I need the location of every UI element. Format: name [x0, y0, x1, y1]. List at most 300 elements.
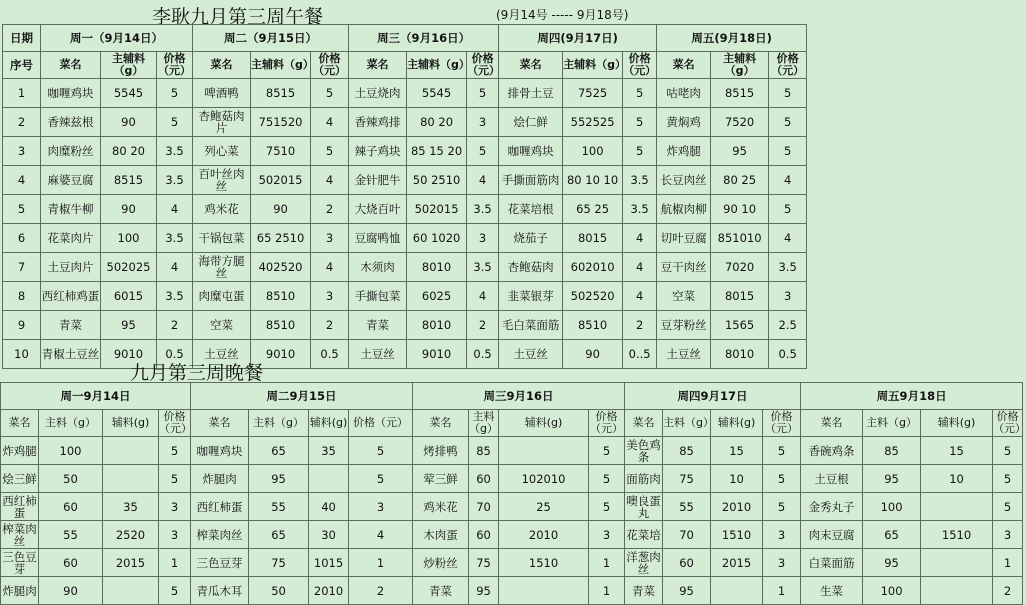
ingredient-cell: 8515: [251, 79, 311, 108]
ingredient-cell: 90: [101, 195, 157, 224]
seq-cell: 7: [3, 253, 41, 282]
price-cell: 3: [763, 521, 801, 549]
price-cell: 2: [311, 311, 349, 340]
table-row: [3, 79, 807, 108]
table-row: [1, 521, 1023, 549]
lunch-column-header: 主辅料（g）: [407, 52, 467, 79]
side-ingredient-cell: [921, 577, 993, 605]
side-ingredient-cell: [103, 437, 159, 465]
ingredient-cell: 8015: [563, 224, 623, 253]
dish-cell: 啤酒鸭: [193, 79, 251, 108]
ingredient-cell: 6015: [101, 282, 157, 311]
lunch-column-header: 主辅料（g）: [563, 52, 623, 79]
table-row: [3, 253, 807, 282]
dish-cell: 手撕包菜: [349, 282, 407, 311]
ingredient-cell: 8015: [711, 282, 769, 311]
ingredient-cell: 502520: [563, 282, 623, 311]
lunch-day-header: 周二（9月15日）: [193, 25, 349, 52]
dish-cell: 切叶豆腐: [657, 224, 711, 253]
side-ingredient-cell: [103, 577, 159, 605]
main-ingredient-cell: 75: [249, 549, 309, 577]
dinner-column-header: 主料（g）: [249, 410, 309, 437]
lunch-day-header: 周四(9月17日): [499, 25, 657, 52]
price-cell: 5: [763, 493, 801, 521]
seq-cell: 1: [3, 79, 41, 108]
side-ingredient-cell: [499, 437, 589, 465]
main-ingredient-cell: 60: [469, 465, 499, 493]
lunch-column-header: 主辅料（g）: [251, 52, 311, 79]
price-cell: 5: [349, 465, 413, 493]
dish-cell: 土豆烧肉: [349, 79, 407, 108]
price-cell: 5: [589, 493, 625, 521]
dinner-column-header: 主料（g）: [663, 410, 711, 437]
dinner-body: [1, 383, 1026, 605]
dinner-column-header: 价格（元）: [590, 410, 624, 435]
dinner-column-header: 辅料(g): [921, 410, 993, 437]
main-ingredient-cell: 85: [863, 437, 921, 465]
side-ingredient-cell: 40: [309, 493, 349, 521]
price-cell: 4: [467, 166, 499, 195]
lunch-day-row: [3, 25, 807, 52]
dinner-column-header: 菜名: [413, 410, 469, 437]
side-ingredient-cell: 2520: [103, 521, 159, 549]
main-ingredient-cell: 60: [39, 549, 103, 577]
price-cell: 3.5: [623, 195, 657, 224]
main-ingredient-cell: 75: [469, 549, 499, 577]
dish-cell: 香辣兹根: [41, 108, 101, 137]
price-cell: 0..5: [623, 340, 657, 369]
dish-cell: 土豆丝: [349, 340, 407, 369]
dish-cell: 航椒肉柳: [657, 195, 711, 224]
dish-cell: 三色豆芽: [191, 549, 249, 577]
seq-cell: 5: [3, 195, 41, 224]
price-cell: 3: [311, 224, 349, 253]
lunch-body: [3, 25, 807, 369]
dish-cell: 豆干肉丝: [657, 253, 711, 282]
dish-cell: 西红柿蛋: [191, 493, 249, 521]
dish-cell: 烧茄子: [499, 224, 563, 253]
dinner-column-header: 辅料(g): [103, 410, 159, 437]
lunch-column-header: 价格（元）: [311, 52, 349, 79]
main-ingredient-cell: 60: [39, 493, 103, 521]
dish-cell: 花菜培根: [499, 195, 563, 224]
price-cell: 3.5: [157, 166, 193, 195]
dish-cell: 黄焖鸡: [657, 108, 711, 137]
lunch-table: [2, 24, 807, 369]
seq-cell: 3: [3, 137, 41, 166]
dish-cell: 香辣鸡排: [349, 108, 407, 137]
side-ingredient-cell: 10: [921, 465, 993, 493]
ingredient-cell: 80 10 10: [563, 166, 623, 195]
ingredient-cell: 502015: [251, 166, 311, 195]
seq-cell: 2: [3, 108, 41, 137]
price-cell: 5: [159, 577, 191, 605]
main-ingredient-cell: 60: [663, 549, 711, 577]
ingredient-cell: 8010: [711, 340, 769, 369]
ingredient-cell: 7510: [251, 137, 311, 166]
dinner-day-header: 周五9月18日: [801, 383, 1023, 410]
price-cell: 1: [349, 549, 413, 577]
price-cell: 3.5: [467, 195, 499, 224]
side-ingredient-cell: [309, 465, 349, 493]
dish-cell: 咖喱鸡块: [499, 137, 563, 166]
price-cell: 4: [311, 253, 349, 282]
price-cell: 4: [349, 521, 413, 549]
dish-cell: 炸腿肉: [191, 465, 249, 493]
side-ingredient-cell: 25: [499, 493, 589, 521]
ingredient-cell: 90 10: [711, 195, 769, 224]
ingredient-cell: 8510: [251, 311, 311, 340]
ingredient-cell: 90: [563, 340, 623, 369]
ingredient-cell: 8010: [407, 253, 467, 282]
dinner-table: [0, 382, 1026, 605]
main-ingredient-cell: 65: [249, 437, 309, 465]
side-ingredient-cell: 1510: [499, 549, 589, 577]
main-ingredient-cell: 95: [469, 577, 499, 605]
seq-label: 序号: [3, 52, 41, 79]
ingredient-cell: 5545: [407, 79, 467, 108]
main-ingredient-cell: 75: [663, 465, 711, 493]
dish-cell: 金针肥牛: [349, 166, 407, 195]
price-cell: 5: [157, 108, 193, 137]
dish-cell: 榨菜肉丝: [191, 521, 249, 549]
main-ingredient-cell: 55: [663, 493, 711, 521]
main-ingredient-cell: 70: [663, 521, 711, 549]
dinner-column-header: 价格（元）: [763, 410, 801, 437]
dinner-day-header: 周一9月14日: [1, 383, 191, 410]
price-cell: 2: [349, 577, 413, 605]
price-cell: 4: [311, 166, 349, 195]
dish-cell: 金秀丸子: [801, 493, 863, 521]
lunch-day-header: 周五(9月18日): [657, 25, 807, 52]
dish-cell: 香碗鸡条: [801, 437, 863, 465]
dinner-column-header: 辅料(g): [499, 410, 589, 437]
dinner-column-header: 菜名: [1, 410, 39, 437]
dish-cell: 咕咾肉: [657, 79, 711, 108]
ingredient-cell: 80 20: [407, 108, 467, 137]
table-row: [1, 577, 1023, 605]
price-cell: 0.5: [769, 340, 807, 369]
dinner-day-header: 周二9月15日: [191, 383, 413, 410]
dish-cell: 咖喱鸡块: [191, 437, 249, 465]
dish-cell: 肉糜屯蛋: [193, 282, 251, 311]
price-cell: 5: [467, 137, 499, 166]
ingredient-cell: 851010: [711, 224, 769, 253]
dish-cell: 青菜: [625, 577, 663, 605]
dish-cell: 青菜: [41, 311, 101, 340]
table-row: [3, 224, 807, 253]
price-cell: 2: [311, 195, 349, 224]
dish-cell: 土豆丝: [193, 340, 251, 369]
price-cell: 1: [993, 549, 1023, 577]
side-ingredient-cell: 10: [711, 465, 763, 493]
price-cell: 3: [763, 549, 801, 577]
dish-cell: 空菜: [193, 311, 251, 340]
ingredient-cell: 602010: [563, 253, 623, 282]
main-ingredient-cell: 70: [469, 493, 499, 521]
side-ingredient-cell: 1510: [711, 521, 763, 549]
ingredient-cell: 552525: [563, 108, 623, 137]
main-ingredient-cell: 95: [863, 465, 921, 493]
dish-cell: 木须肉: [349, 253, 407, 282]
price-cell: 2: [157, 311, 193, 340]
seq-cell: 8: [3, 282, 41, 311]
table-row: [3, 166, 807, 195]
price-cell: 3: [349, 493, 413, 521]
price-cell: 3: [467, 108, 499, 137]
lunch-column-header: 主辅料（g）: [711, 52, 769, 79]
ingredient-cell: 8010: [407, 311, 467, 340]
price-cell: 0.5: [157, 340, 193, 369]
dish-cell: 炒粉丝: [413, 549, 469, 577]
main-ingredient-cell: 100: [39, 437, 103, 465]
price-cell: 4: [623, 253, 657, 282]
lunch-column-header: 主辅料（g）: [101, 52, 157, 79]
lunch-column-header: 菜名: [349, 52, 407, 79]
ingredient-cell: 502015: [407, 195, 467, 224]
dish-cell: 豆腐鸭恤: [349, 224, 407, 253]
dish-cell: 炸鸡腿: [1, 437, 39, 465]
dish-cell: 海带方腿丝: [193, 253, 251, 282]
dinner-column-header: 价格（元）: [993, 410, 1026, 435]
lunch-column-header: 菜名: [657, 52, 711, 79]
dinner-caption-row: [1, 410, 1023, 437]
date-label: 日期: [3, 25, 41, 52]
side-ingredient-cell: 2010: [711, 493, 763, 521]
main-ingredient-cell: 65: [249, 521, 309, 549]
ingredient-cell: 95: [711, 137, 769, 166]
main-ingredient-cell: 100: [863, 577, 921, 605]
dish-cell: 榨菜肉丝: [2, 521, 37, 548]
price-cell: 3.5: [157, 282, 193, 311]
price-cell: 1: [763, 577, 801, 605]
dinner-column-header: 价格（元）: [349, 410, 413, 437]
price-cell: 3.5: [769, 253, 807, 282]
ingredient-cell: 65 25: [563, 195, 623, 224]
price-cell: 4: [467, 282, 499, 311]
dish-cell: 三色豆芽: [2, 549, 37, 576]
dish-cell: 肉糜粉丝: [41, 137, 101, 166]
dinner-column-header: 菜名: [801, 410, 863, 437]
ingredient-cell: 95: [101, 311, 157, 340]
ingredient-cell: 502025: [101, 253, 157, 282]
side-ingredient-cell: 35: [309, 437, 349, 465]
price-cell: 4: [769, 166, 807, 195]
dish-cell: 土豆根: [801, 465, 863, 493]
dinner-title: 九月第三周晚餐: [130, 362, 264, 384]
dish-cell: 鸡米花: [193, 195, 251, 224]
table-row: [3, 311, 807, 340]
price-cell: 5: [769, 137, 807, 166]
ingredient-cell: 402520: [251, 253, 311, 282]
dish-cell: 杏鲍菇肉片: [193, 108, 251, 137]
price-cell: 3.5: [157, 137, 193, 166]
lunch-column-header: 菜名: [193, 52, 251, 79]
price-cell: 5: [993, 465, 1023, 493]
dish-cell: 列心菜: [193, 137, 251, 166]
dish-cell: 烩三鲜: [1, 465, 39, 493]
main-ingredient-cell: 85: [469, 437, 499, 465]
dish-cell: 鸡米花: [413, 493, 469, 521]
side-ingredient-cell: 2015: [103, 549, 159, 577]
main-ingredient-cell: 50: [39, 465, 103, 493]
table-row: [1, 437, 1023, 465]
dish-cell: 土豆丝: [499, 340, 563, 369]
lunch-day-header: 周一（9月14日）: [41, 25, 193, 52]
table-row: [3, 195, 807, 224]
dish-cell: 炸鸡腿: [657, 137, 711, 166]
side-ingredient-cell: 1015: [309, 549, 349, 577]
price-cell: 3: [311, 282, 349, 311]
price-cell: 5: [763, 437, 801, 465]
dish-cell: 噢良蛋丸: [626, 493, 661, 520]
price-cell: 2: [467, 311, 499, 340]
dish-cell: 大烧百叶: [349, 195, 407, 224]
ingredient-cell: 100: [563, 137, 623, 166]
ingredient-cell: 60 1020: [407, 224, 467, 253]
dish-cell: 空菜: [657, 282, 711, 311]
dish-cell: 手撕面筋肉: [499, 166, 563, 195]
ingredient-cell: 9010: [407, 340, 467, 369]
dinner-column-header: 主料（g）: [863, 410, 921, 437]
dish-cell: 青菜: [349, 311, 407, 340]
dinner-column-header: 主料（g）: [39, 410, 103, 437]
table-row: [3, 137, 807, 166]
table-row: [1, 493, 1023, 521]
lunch-date-range: (9月14号 ----- 9月18号): [496, 8, 629, 22]
dish-cell: 青椒牛柳: [41, 195, 101, 224]
price-cell: 5: [763, 465, 801, 493]
dish-cell: 花菜肉片: [41, 224, 101, 253]
ingredient-cell: 7020: [711, 253, 769, 282]
side-ingredient-cell: [103, 465, 159, 493]
ingredient-cell: 7525: [563, 79, 623, 108]
dish-cell: 干锅包菜: [193, 224, 251, 253]
dish-cell: 洋葱肉丝: [626, 549, 661, 576]
ingredient-cell: 65 2510: [251, 224, 311, 253]
table-row: [3, 282, 807, 311]
ingredient-cell: 90: [101, 108, 157, 137]
ingredient-cell: 50 2510: [407, 166, 467, 195]
main-ingredient-cell: 65: [863, 521, 921, 549]
dish-cell: 土豆肉片: [41, 253, 101, 282]
seq-cell: 9: [3, 311, 41, 340]
lunch-column-header: 菜名: [499, 52, 563, 79]
table-row: [3, 340, 807, 369]
ingredient-cell: 8515: [101, 166, 157, 195]
price-cell: 5: [993, 437, 1023, 465]
price-cell: 0.5: [467, 340, 499, 369]
side-ingredient-cell: 15: [921, 437, 993, 465]
main-ingredient-cell: 95: [249, 465, 309, 493]
dish-cell: 烤排鸭: [413, 437, 469, 465]
price-cell: 3: [993, 521, 1023, 549]
ingredient-cell: 8515: [711, 79, 769, 108]
dinner-column-header: 菜名: [625, 410, 663, 437]
price-cell: 5: [311, 79, 349, 108]
main-ingredient-cell: 50: [249, 577, 309, 605]
price-cell: 4: [623, 282, 657, 311]
dish-cell: 白菜面筋: [801, 549, 863, 577]
price-cell: 3: [159, 493, 191, 521]
main-ingredient-cell: 85: [663, 437, 711, 465]
price-cell: 3: [769, 282, 807, 311]
table-row: [3, 108, 807, 137]
ingredient-cell: 9010: [251, 340, 311, 369]
ingredient-cell: 9010: [101, 340, 157, 369]
ingredient-cell: 85 15 20: [407, 137, 467, 166]
price-cell: 5: [993, 493, 1023, 521]
price-cell: 1: [589, 549, 625, 577]
dish-cell: 生菜: [801, 577, 863, 605]
ingredient-cell: 80 20: [101, 137, 157, 166]
main-ingredient-cell: 95: [863, 549, 921, 577]
dish-cell: 辣子鸡块: [349, 137, 407, 166]
dish-cell: 杏鲍菇肉: [499, 253, 563, 282]
ingredient-cell: 8510: [251, 282, 311, 311]
price-cell: 5: [349, 437, 413, 465]
dish-cell: 豆芽粉丝: [657, 311, 711, 340]
dish-cell: 花菜培: [625, 521, 663, 549]
price-cell: 4: [769, 224, 807, 253]
main-ingredient-cell: 55: [39, 521, 103, 549]
dish-cell: 排骨土豆: [499, 79, 563, 108]
lunch-column-header: 价格（元）: [623, 52, 657, 77]
dinner-column-header: 价格（元）: [159, 410, 192, 435]
lunch-column-header: 价格（元）: [467, 52, 501, 77]
main-ingredient-cell: 95: [663, 577, 711, 605]
ingredient-cell: 100: [101, 224, 157, 253]
side-ingredient-cell: [921, 549, 993, 577]
price-cell: 3: [589, 521, 625, 549]
dish-cell: 西红柿蛋: [2, 493, 37, 520]
lunch-column-header: 菜名: [41, 52, 101, 79]
dinner-day-header: 周四9月17日: [625, 383, 801, 410]
price-cell: 5: [159, 437, 191, 465]
price-cell: 2.5: [769, 311, 807, 340]
dinner-day-row: [1, 383, 1023, 410]
ingredient-cell: 90: [251, 195, 311, 224]
dish-cell: 肉末豆腐: [801, 521, 863, 549]
seq-cell: 6: [3, 224, 41, 253]
price-cell: 5: [769, 79, 807, 108]
side-ingredient-cell: [499, 577, 589, 605]
ingredient-cell: 7520: [711, 108, 769, 137]
side-ingredient-cell: 35: [103, 493, 159, 521]
dinner-column-header: 辅料(g): [711, 410, 763, 437]
table-row: [1, 549, 1023, 577]
dish-cell: 百叶丝肉丝: [193, 166, 251, 195]
lunch-day-header: 周三（9月16日）: [349, 25, 499, 52]
ingredient-cell: 751520: [251, 108, 311, 137]
dish-cell: 青瓜木耳: [191, 577, 249, 605]
dish-cell: 土豆丝: [657, 340, 711, 369]
dish-cell: 面筋肉: [625, 465, 663, 493]
dish-cell: 青菜: [413, 577, 469, 605]
price-cell: 2: [623, 311, 657, 340]
side-ingredient-cell: [921, 493, 993, 521]
price-cell: 5: [623, 79, 657, 108]
dinner-column-header: 菜名: [191, 410, 249, 437]
dish-cell: 西红柿鸡蛋: [41, 282, 101, 311]
side-ingredient-cell: [711, 577, 763, 605]
seq-cell: 4: [3, 166, 41, 195]
ingredient-cell: 6025: [407, 282, 467, 311]
price-cell: 5: [311, 137, 349, 166]
dish-cell: 毛白菜面筋: [499, 311, 563, 340]
price-cell: 1: [159, 549, 191, 577]
dish-cell: 咖喱鸡块: [41, 79, 101, 108]
